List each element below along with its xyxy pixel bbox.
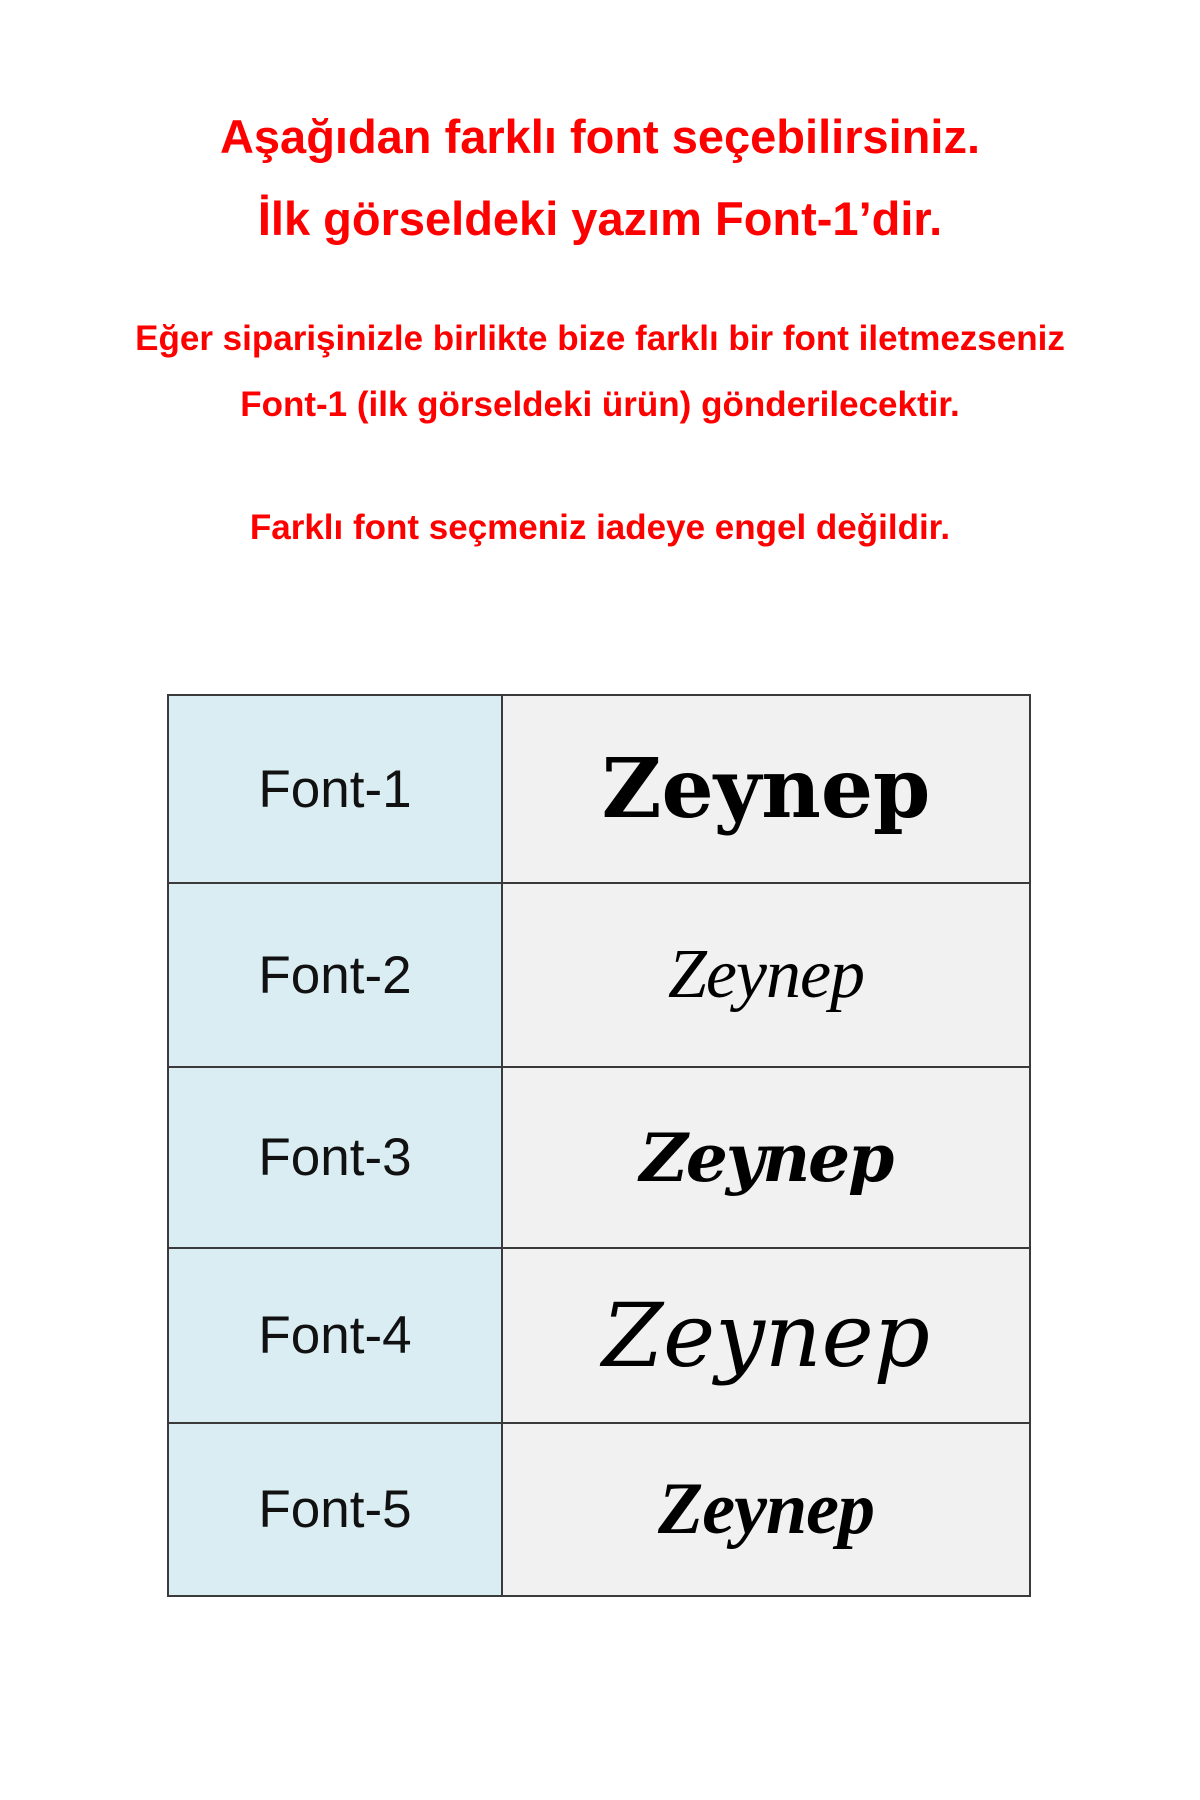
subheading-line-2: Font-1 (ilk görseldeki ürün) gönderilecektir. xyxy=(240,385,960,424)
subheading-line-1: Eğer siparişinizle birlikte bize farklı bir font iletmezseniz xyxy=(135,319,1065,358)
font-sample: Zeynep xyxy=(601,741,931,837)
return-note: Farklı font seçmeniz iadeye engel değildir. xyxy=(249,508,951,547)
font-sample-cell xyxy=(502,1248,1030,1423)
font-sample-cell xyxy=(502,883,1030,1067)
font-label: Font-5 xyxy=(168,1423,502,1596)
table-row xyxy=(168,883,1030,1067)
table-row xyxy=(168,1067,1030,1248)
table-row xyxy=(168,695,1030,883)
heading-line-1: Aşağıdan farklı font seçebilirsiniz. xyxy=(219,110,981,163)
font-label: Font-2 xyxy=(168,883,502,1067)
font-sample: Zeynep xyxy=(658,1468,874,1550)
font-sample: Zeynep xyxy=(601,1284,931,1387)
font-label: Font-4 xyxy=(168,1248,502,1423)
heading-line-2: İlk görseldeki yazım Font-1’dir. xyxy=(257,192,943,245)
font-sample-cell xyxy=(502,1423,1030,1596)
font-sample: Zeynep xyxy=(667,936,865,1013)
table-row xyxy=(168,1248,1030,1423)
font-label: Font-1 xyxy=(168,695,502,883)
font-options-table xyxy=(167,694,1031,1597)
font-sample-cell xyxy=(502,1067,1030,1248)
table-row xyxy=(168,1423,1030,1596)
font-sample: Zeynep xyxy=(639,1118,893,1197)
font-label: Font-3 xyxy=(168,1067,502,1248)
font-sample-cell xyxy=(502,695,1030,883)
